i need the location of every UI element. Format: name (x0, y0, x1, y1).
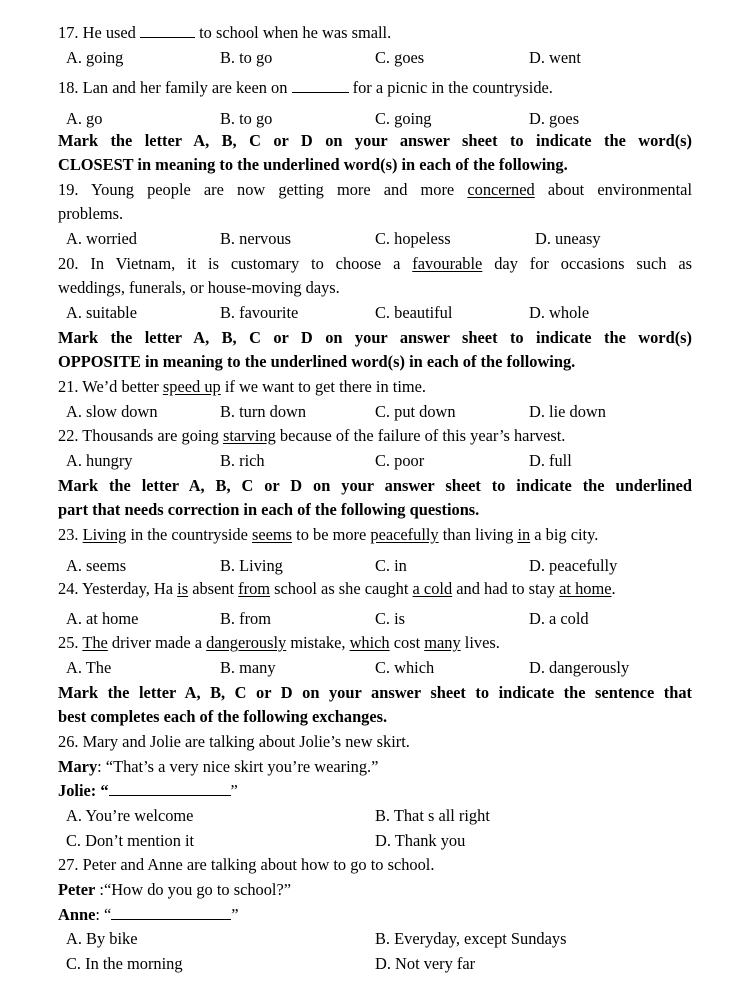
option-c: C. which (375, 658, 435, 677)
question-text: 19. Young people are now getting more and more (58, 180, 455, 199)
option-c: C. goes (375, 48, 425, 67)
option-c: C. is (375, 609, 406, 628)
answer-blank (111, 905, 231, 920)
question-text: if we want to get there in time. (224, 377, 427, 396)
question-text: 22. Thousands are going (58, 426, 219, 445)
question-21 (58, 377, 692, 397)
instruction-correction-line2: part that needs correction in each of the following questions. (58, 500, 480, 519)
question-text: 20. In Vietnam, it is customary to choose a (58, 254, 401, 273)
option-d: D. goes (529, 109, 580, 128)
underlined-part: is (177, 579, 189, 598)
option-b: B. turn down (220, 402, 307, 421)
option-d: D. lie down (529, 402, 606, 421)
underlined-part: which (349, 633, 390, 652)
question-27: 27. Peter and Anne are talking about how to go to school. (58, 855, 435, 874)
question-26: 26. Mary and Jolie are talking about Jolie’s new skirt. (58, 732, 410, 751)
underlined-part: many (424, 633, 461, 652)
underlined-part: seems (252, 525, 293, 544)
underlined-word: favourable (412, 254, 483, 273)
underlined-part: peacefully (370, 525, 439, 544)
option-a: A. By bike (66, 929, 138, 948)
underlined-word: starving (222, 426, 276, 445)
option-d: D. Not very far (375, 954, 476, 973)
option-b: B. to go (220, 48, 273, 67)
option-d: D. whole (529, 303, 590, 322)
option-d: D. went (529, 48, 581, 67)
option-d: D. uneasy (535, 229, 601, 248)
option-d: D. peacefully (529, 556, 618, 575)
instruction-closest-line2: CLOSEST in meaning to the underlined word(s) in each of the following. (58, 155, 568, 174)
question-text: absent (192, 579, 235, 598)
question-number: 23. (58, 525, 79, 544)
option-c: C. beautiful (375, 303, 453, 322)
option-b: B. to go (220, 109, 273, 128)
speaker-name: Jolie: “ (58, 781, 109, 800)
question-text: 21. We’d better (58, 377, 159, 396)
option-a: A. You’re welcome (66, 806, 194, 825)
question-text: for a picnic in the countryside. (352, 78, 553, 97)
option-a: A. The (66, 658, 112, 677)
option-c: C. in (375, 556, 407, 575)
question-number: 25. (58, 633, 79, 652)
option-b: B. Living (220, 556, 283, 575)
question-text: Lan and her family are keen on (82, 78, 288, 97)
underlined-word: speed up (162, 377, 221, 396)
question-text: driver made a (111, 633, 203, 652)
question-23 (58, 525, 692, 545)
q26-mary-line (58, 757, 692, 777)
instruction-opposite-line2: OPPOSITE in meaning to the underlined word(s) in each of the following. (58, 352, 576, 371)
underlined-part: from (238, 579, 271, 598)
question-text: school as she caught (274, 579, 409, 598)
question-text: in the countryside (130, 525, 248, 544)
dialogue-text: : “That’s a very nice skirt you’re wearing.” (97, 757, 379, 776)
question-text: He used (82, 23, 136, 42)
question-text: cost (393, 633, 421, 652)
instruction-correction-line1: Mark the letter A, B, C or D on your answer sheet to indicate the underlined (58, 476, 692, 495)
option-c: C. poor (375, 451, 425, 470)
question-number: 18. (58, 78, 79, 97)
option-b: B. That s all right (375, 806, 490, 825)
question-text: because of the failure of this year’s harvest. (279, 426, 566, 445)
underlined-part: Living (82, 525, 127, 544)
question-19 (58, 180, 692, 200)
instruction-exchange-line1: Mark the letter A, B, C or D on your answer sheet to indicate the sentence that (58, 683, 692, 702)
instruction-exchange-line2: best completes each of the following exchanges. (58, 707, 388, 726)
question-text: 24. Yesterday, Ha (58, 579, 174, 598)
question-19-line2: problems. (58, 204, 124, 223)
question-text: lives. (464, 633, 500, 652)
option-b: B. many (220, 658, 276, 677)
option-a: A. going (66, 48, 124, 67)
question-text: . (611, 579, 616, 598)
option-b: B. favourite (220, 303, 299, 322)
question-20-line2: weddings, funerals, or house-moving days. (58, 278, 340, 297)
option-c: C. In the morning (66, 954, 183, 973)
question-18 (58, 78, 692, 98)
option-a: A. hungry (66, 451, 133, 470)
underlined-part: a cold (412, 579, 453, 598)
question-24 (58, 579, 692, 599)
answer-blank (109, 781, 231, 796)
dialogue-text: : “ (95, 905, 112, 924)
answer-blank (292, 78, 349, 93)
underlined-part: The (82, 633, 108, 652)
question-text: to be more (296, 525, 367, 544)
speaker-name: Peter (58, 880, 96, 899)
option-d: D. dangerously (529, 658, 630, 677)
speaker-name: Mary (58, 757, 98, 776)
question-20 (58, 254, 692, 274)
instruction-opposite-line1: Mark the letter A, B, C or D on your answer sheet to indicate the word(s) (58, 328, 692, 347)
question-text: about environmental (547, 180, 693, 199)
option-d: D. full (529, 451, 572, 470)
option-a: A. at home (66, 609, 139, 628)
q26-jolie-line (58, 781, 692, 801)
option-a: A. go (66, 109, 103, 128)
option-d: D. Thank you (375, 831, 466, 850)
option-b: B. from (220, 609, 271, 628)
option-c: C. put down (375, 402, 456, 421)
option-c: C. hopeless (375, 229, 451, 248)
option-a: A. seems (66, 556, 127, 575)
question-25 (58, 633, 692, 653)
underlined-word: concerned (467, 180, 535, 199)
option-b: B. rich (220, 451, 265, 470)
speaker-name: Anne (58, 905, 96, 924)
option-c: C. Don’t mention it (66, 831, 195, 850)
question-text: and had to stay (456, 579, 556, 598)
option-a: A. worried (66, 229, 138, 248)
answer-blank (140, 23, 195, 38)
question-22 (58, 426, 692, 446)
option-b: B. Everyday, except Sundays (375, 929, 567, 948)
question-text: to school when he was small. (199, 23, 392, 42)
question-text: mistake, (290, 633, 346, 652)
underlined-part: at home (559, 579, 612, 598)
q27-anne-line (58, 905, 692, 925)
question-text: than living (442, 525, 514, 544)
instruction-closest-line1: Mark the letter A, B, C or D on your answer sheet to indicate the word(s) (58, 131, 692, 150)
option-b: B. nervous (220, 229, 292, 248)
option-d: D. a cold (529, 609, 589, 628)
question-text: day for occasions such as (494, 254, 692, 273)
option-c: C. going (375, 109, 432, 128)
underlined-part: dangerously (206, 633, 287, 652)
question-number: 17. (58, 23, 79, 42)
option-a: A. suitable (66, 303, 138, 322)
question-17 (58, 23, 692, 43)
dialogue-text: ” (231, 905, 239, 924)
underlined-part: in (517, 525, 531, 544)
q27-peter-line (58, 880, 692, 900)
option-a: A. slow down (66, 402, 158, 421)
question-text: a big city. (534, 525, 599, 544)
dialogue-text: :“How do you go to school?” (95, 880, 292, 899)
dialogue-text: ” (230, 781, 238, 800)
